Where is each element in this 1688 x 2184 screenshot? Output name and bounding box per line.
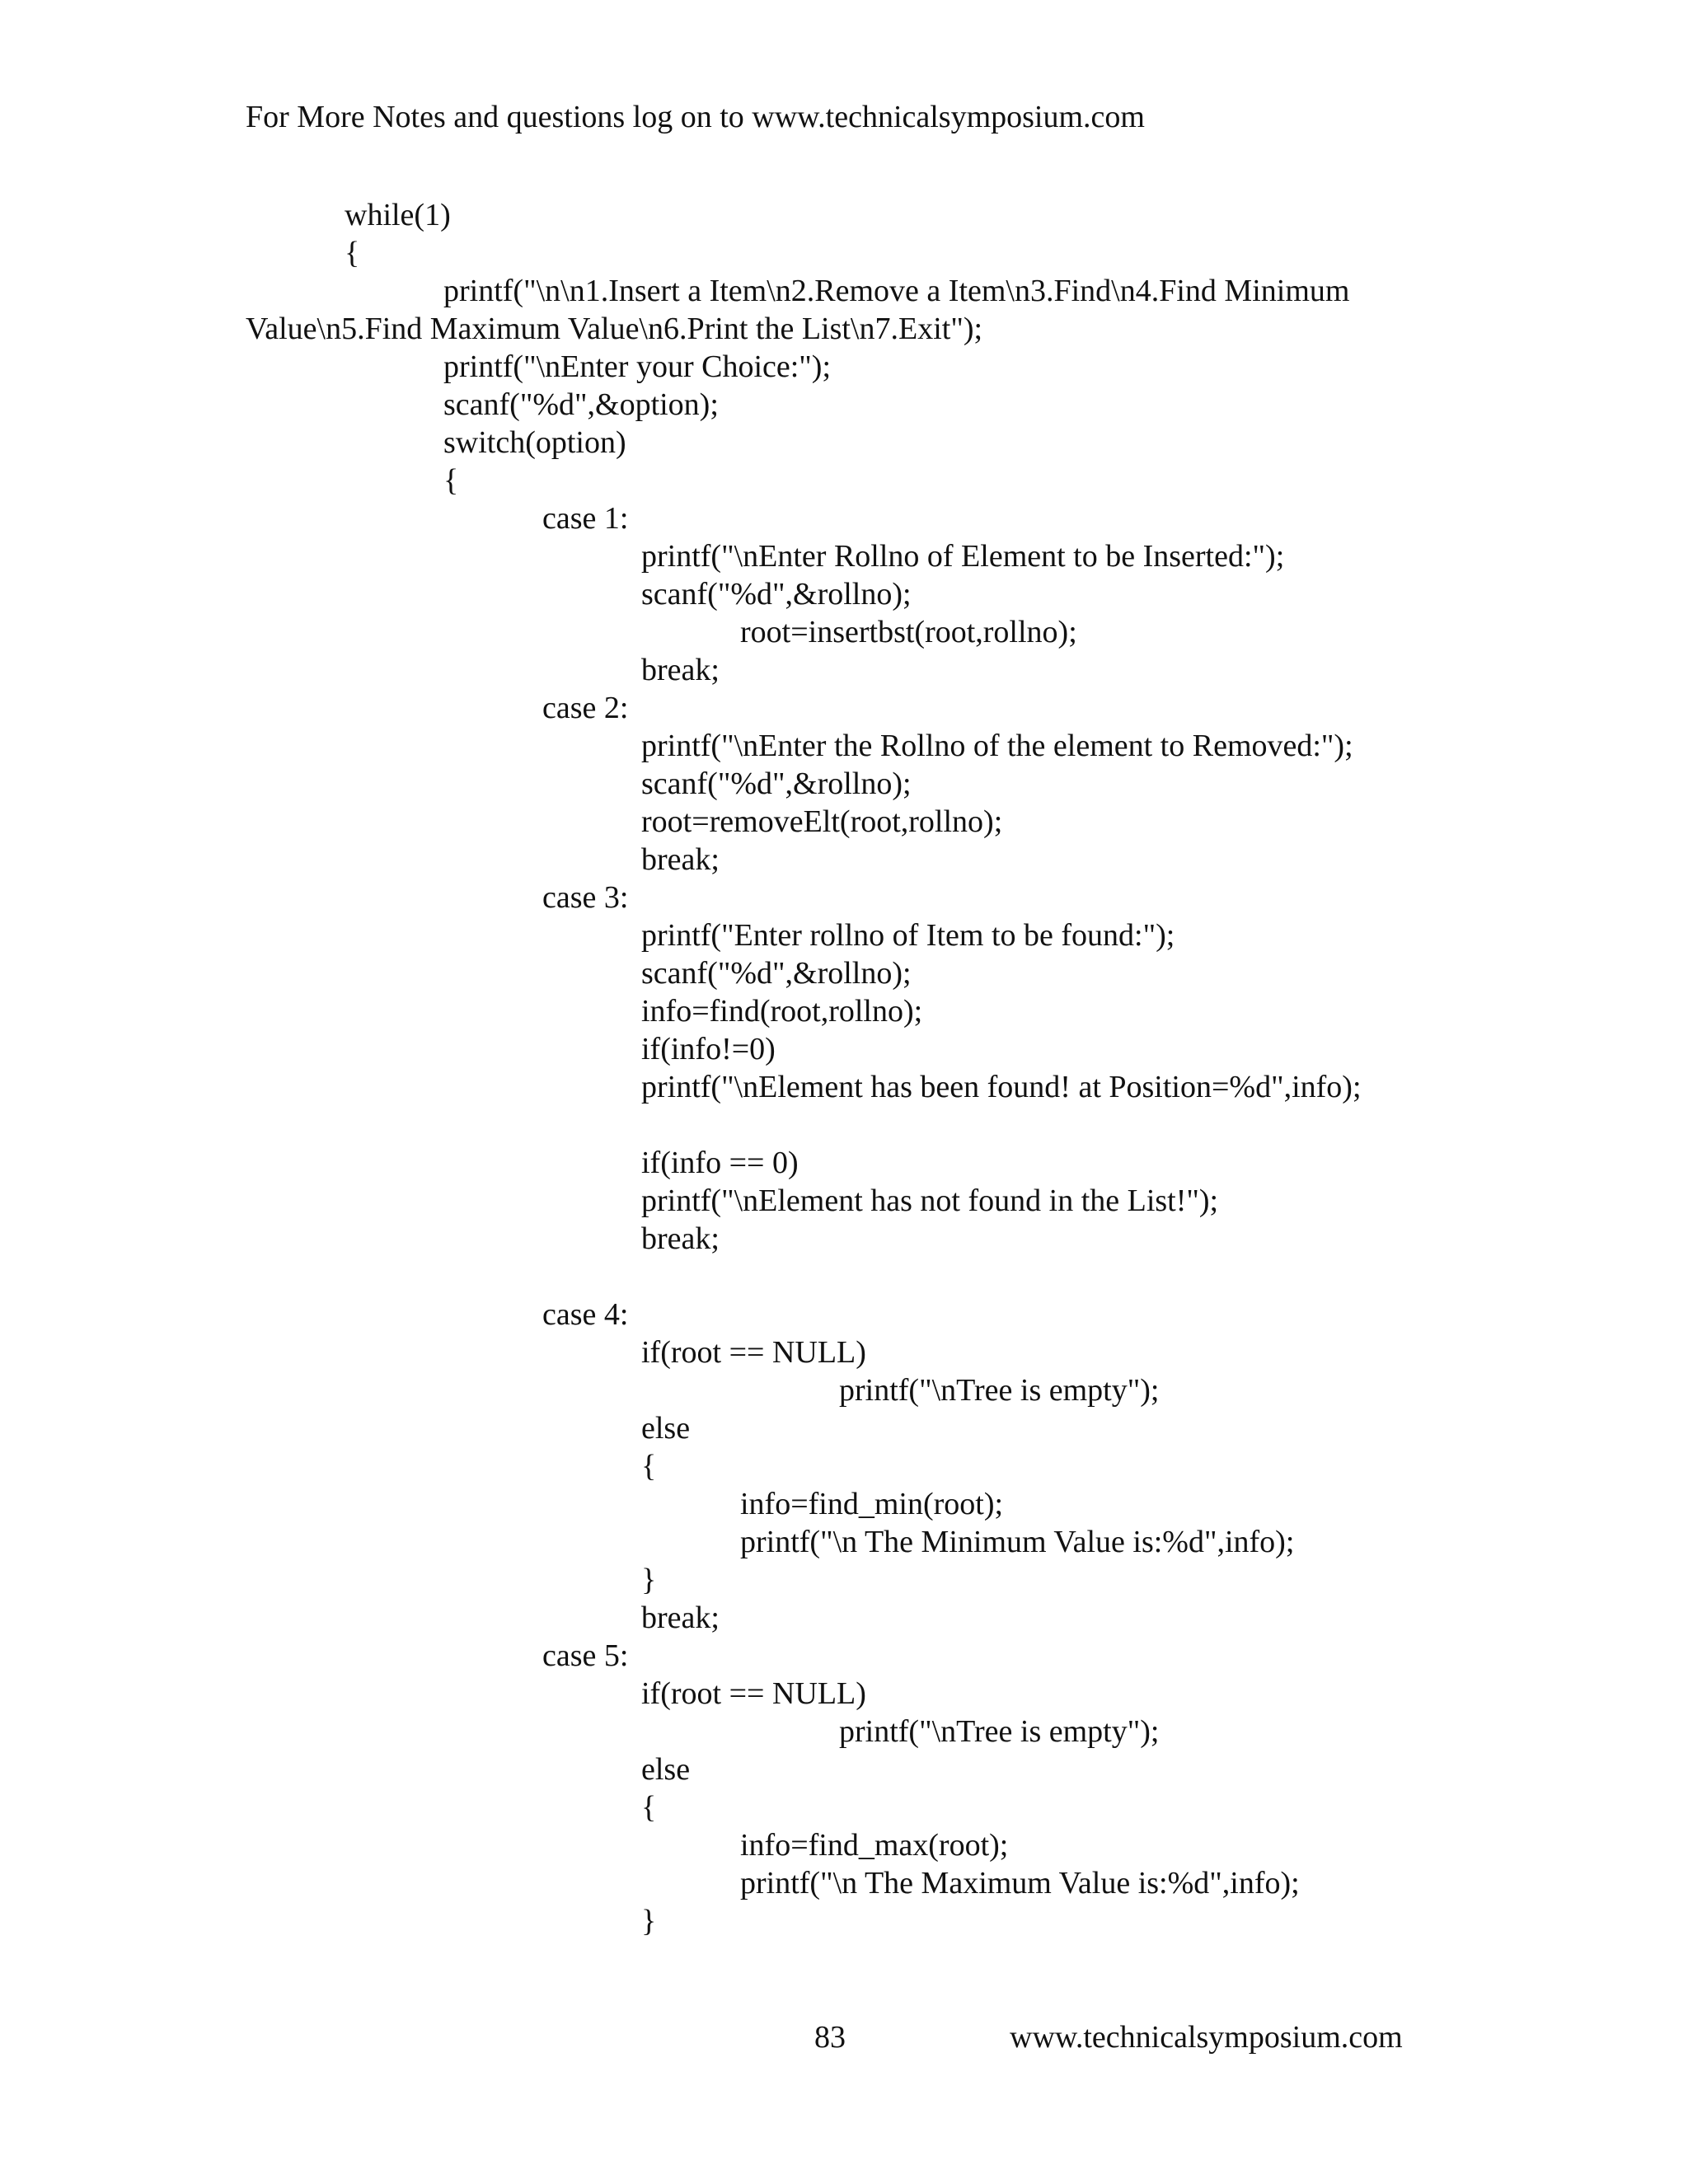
code-line: scanf("%d",&option); bbox=[443, 387, 719, 422]
page-number: 83 bbox=[814, 2020, 846, 2055]
code-line: Value\n5.Find Maximum Value\n6.Print the List\n7.Exit"); bbox=[246, 312, 983, 346]
code-line: printf("\nElement has not found in the List!"); bbox=[641, 1183, 1219, 1218]
code-line: if(info!=0) bbox=[641, 1032, 776, 1066]
code-line: break; bbox=[641, 842, 720, 877]
code-line: } bbox=[641, 1904, 657, 1938]
code-line: printf("\nElement has been found! at Position=%d",info); bbox=[641, 1070, 1362, 1104]
code-line: break; bbox=[641, 653, 720, 687]
code-line: { bbox=[641, 1449, 657, 1483]
code-line: printf("\nEnter your Choice:"); bbox=[443, 349, 832, 384]
code-line: printf("\nEnter the Rollno of the element to Removed:"); bbox=[641, 729, 1353, 763]
code-line: case 4: bbox=[542, 1297, 629, 1332]
code-line: else bbox=[641, 1752, 691, 1787]
code-line: break; bbox=[641, 1221, 720, 1256]
code-line: while(1) bbox=[345, 198, 451, 232]
code-line: printf("\n\n1.Insert a Item\n2.Remove a Item\n3.Find\n4.Find Minimum bbox=[443, 274, 1350, 308]
code-line: { bbox=[345, 236, 360, 270]
code-line: printf("\n The Maximum Value is:%d",info); bbox=[740, 1866, 1300, 1900]
code-line: case 1: bbox=[542, 501, 629, 536]
code-line: break; bbox=[641, 1601, 720, 1635]
code-line: printf("Enter rollno of Item to be found:"); bbox=[641, 918, 1175, 953]
page-header: For More Notes and questions log on to www.technicalsymposium.com bbox=[246, 100, 1145, 134]
code-line: info=find(root,rollno); bbox=[641, 994, 923, 1029]
code-line: if(root == NULL) bbox=[641, 1676, 866, 1711]
code-line: info=find_min(root); bbox=[740, 1487, 1004, 1521]
code-line: case 2: bbox=[542, 691, 629, 725]
code-line: info=find_max(root); bbox=[740, 1828, 1009, 1863]
code-line: } bbox=[641, 1563, 657, 1597]
code-line: scanf("%d",&rollno); bbox=[641, 766, 912, 801]
footer-url: www.technicalsymposium.com bbox=[1010, 2020, 1403, 2055]
code-line: root=removeElt(root,rollno); bbox=[641, 804, 1003, 839]
code-line: switch(option) bbox=[443, 425, 626, 460]
code-line: printf("\nEnter Rollno of Element to be Inserted:"); bbox=[641, 539, 1285, 574]
code-line: printf("\nTree is empty"); bbox=[839, 1714, 1160, 1749]
code-line: case 5: bbox=[542, 1638, 629, 1673]
code-line: case 3: bbox=[542, 880, 629, 915]
code-line: scanf("%d",&rollno); bbox=[641, 577, 912, 612]
code-line: scanf("%d",&rollno); bbox=[641, 956, 912, 991]
code-line: if(root == NULL) bbox=[641, 1335, 866, 1370]
code-line: printf("\n The Minimum Value is:%d",info); bbox=[740, 1525, 1295, 1559]
code-line: else bbox=[641, 1411, 691, 1446]
code-line: if(info == 0) bbox=[641, 1146, 799, 1180]
code-line: { bbox=[641, 1790, 657, 1825]
code-line: root=insertbst(root,rollno); bbox=[740, 615, 1077, 649]
code-line: { bbox=[443, 463, 459, 498]
code-line: printf("\nTree is empty"); bbox=[839, 1373, 1160, 1408]
